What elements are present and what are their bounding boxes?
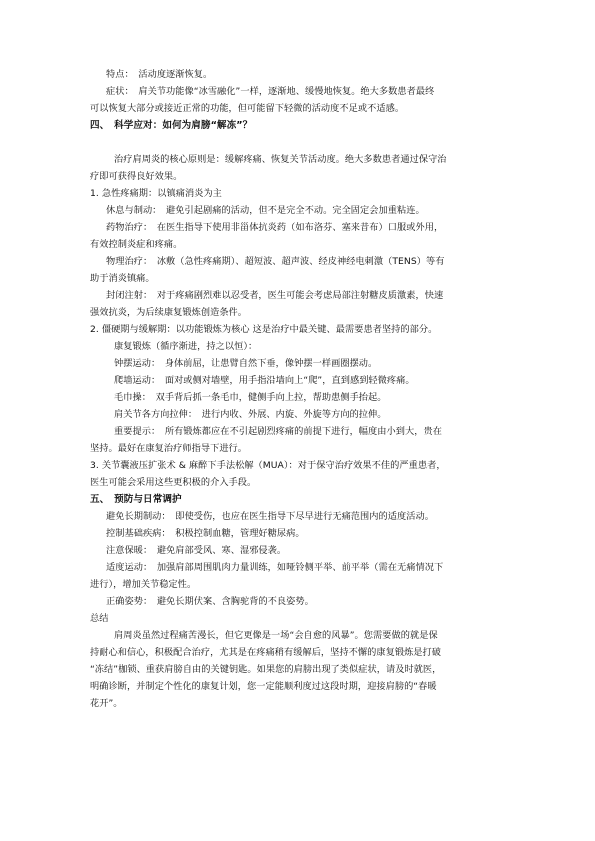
frozen-stage-title: 2. 僵硬期与缓解期：以功能锻炼为核心 这是治疗中最关键、最需要患者坚持的部分。 xyxy=(90,324,438,335)
intro-line-1: 治疗肩周炎的核心原则是：缓解疼痛、恢复关节活动度。绝大多数患者通过保守治 xyxy=(114,154,447,165)
mua-line-2: 医生可能会采用这些更积极的介入手段。 xyxy=(90,477,257,488)
section-4-heading: 四、 科学应对：如何为肩膀“解冻”？ xyxy=(90,120,253,131)
summary-line-4: 明确诊断，并制定个性化的康复计划，您一定能顺利度过这段时期，迎接肩膀的“春暖 xyxy=(90,681,437,692)
summary-line-2: 持耐心和信心，积极配合治疗，尤其是在疼痛稍有缓解后，坚持不懈的康复锻炼是打破 xyxy=(90,647,442,658)
prevent-disease-line: 控制基础疾病： 积极控制血糖，管理好糖尿病。 xyxy=(106,528,305,539)
prevent-immobilization-line: 避免长期制动： 即使受伤，也应在医生指导下尽早进行无痛范围内的适度活动。 xyxy=(106,511,434,522)
tip-line-1: 重要提示： 所有锻炼都应在不引起剧烈疼痛的前提下进行，幅度由小到大，贵在 xyxy=(114,426,442,437)
mua-line-1: 3. 关节囊液压扩张术 & 麻醉下手法松解（MUA）：对于保守治疗效果不佳的严重患者， xyxy=(90,460,446,471)
acute-stage-title: 1. 急性疼痛期：以镇痛消炎为主 xyxy=(90,188,222,199)
summary-line-5: 花开”。 xyxy=(90,698,123,709)
summary-heading: 总结 xyxy=(90,613,109,624)
trait-line: 特点： 活动度逐渐恢复。 xyxy=(106,69,213,80)
rest-line: 休息与制动： 避免引起剧痛的活动，但不是完全不动。完全固定会加重粘连。 xyxy=(106,205,425,216)
pendulum-line: 钟摆运动： 身体前屈，让患臂自然下垂，像钟摆一样画圈摆动。 xyxy=(114,358,378,369)
block-line-2: 强效抗炎，为后续康复锻炼创造条件。 xyxy=(90,307,248,318)
intro-line-2: 疗即可获得良好效果。 xyxy=(90,171,183,182)
summary-line-3: “冻结”枷锁、重获肩膀自由的关键钥匙。如果您的肩膀出现了类似症状，请及时就医， xyxy=(90,664,442,675)
summary-line-1: 肩周炎虽然过程痛苦漫长，但它更像是一场“会自愈的风暴”。您需要做的就是保 xyxy=(114,630,438,641)
symptom-line-2: 可以恢复大部分或接近正常的功能，但可能留下轻微的活动度不足或不适感。 xyxy=(90,103,405,114)
section-5-heading: 五、 预防与日常调护 xyxy=(90,494,182,505)
prevent-warmth-line: 注意保暖： 避免肩部受风、寒、湿邪侵袭。 xyxy=(106,545,287,556)
physio-line-1: 物理治疗： 冰敷（急性疼痛期）、超短波、超声波、经皮神经电刺激（TENS）等有 xyxy=(106,256,445,267)
rehab-title: 康复锻炼（循序渐进，持之以恒）： xyxy=(114,341,258,352)
tip-line-2: 坚持。最好在康复治疗师指导下进行。 xyxy=(90,443,248,454)
prevent-posture-line: 正确姿势： 避免长期伏案、含胸驼背的不良姿势。 xyxy=(106,596,314,607)
prevent-exercise-line-1: 适度运动： 加强肩部周围肌肉力量训练，如哑铃侧平举、前平举（需在无痛情况下 xyxy=(106,562,444,573)
wall-climb-line: 爬墙运动： 面对或侧对墙壁，用手指沿墙向上“爬”，直到感到轻微疼痛。 xyxy=(114,375,415,386)
towel-line: 毛巾操： 双手背后抓一条毛巾，健侧手向上拉，帮助患侧手抬起。 xyxy=(114,392,387,403)
stretch-line: 肩关节各方向拉伸： 进行内收、外展、内旋、外旋等方向的拉伸。 xyxy=(114,409,387,420)
drug-line-1: 药物治疗： 在医生指导下使用非甾体抗炎药（如布洛芬、塞来昔布）口服或外用， xyxy=(106,222,444,233)
block-line-1: 封闭注射： 对于疼痛剧烈难以忍受者，医生可能会考虑局部注射糖皮质激素，快速 xyxy=(106,290,444,301)
prevent-exercise-line-2: 进行），增加关节稳定性。 xyxy=(90,579,197,590)
physio-line-2: 助于消炎镇痛。 xyxy=(90,273,155,284)
symptom-line-1: 症状： 肩关节功能像“冰雪融化”一样，逐渐地、缓慢地恢复。绝大多数患者最终 xyxy=(106,86,435,97)
drug-line-2: 有效控制炎症和疼痛。 xyxy=(90,239,183,250)
